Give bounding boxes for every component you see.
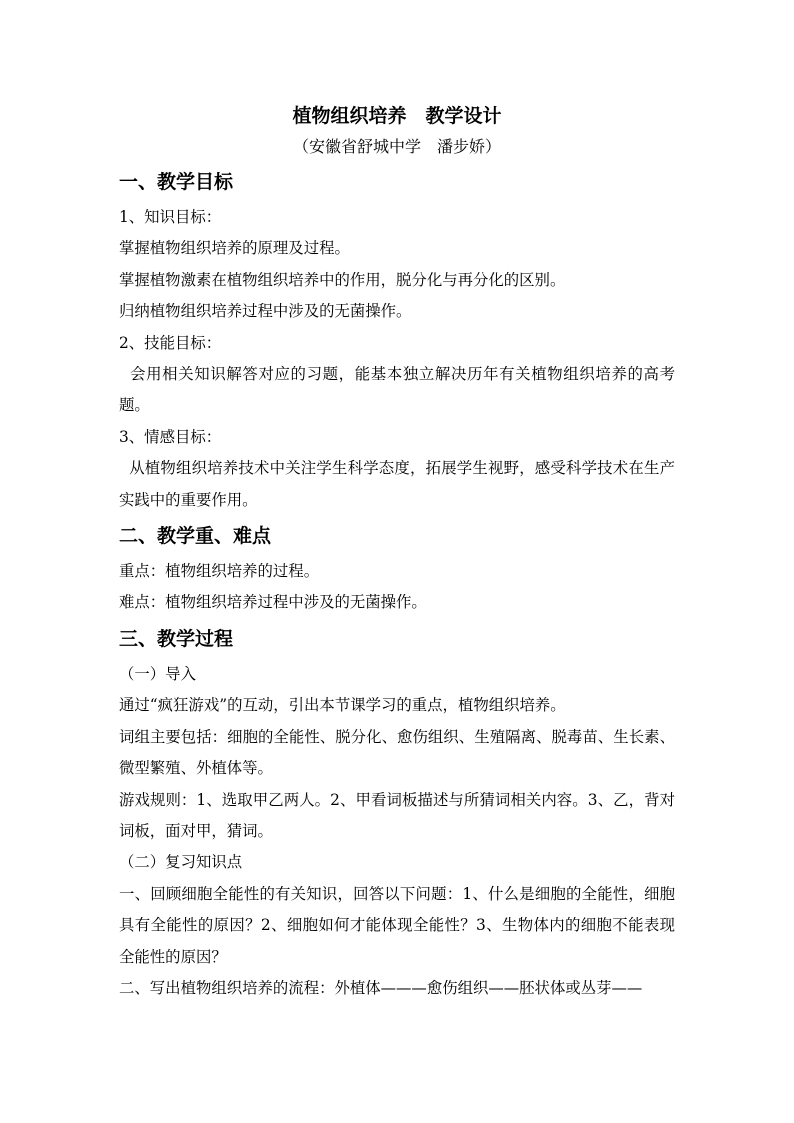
paragraph: 重点：植物组织培养的过程。 <box>119 562 320 581</box>
document-page <box>119 100 675 1004</box>
paragraph: 从植物组织培养技术中关注学生科学态度，拓展学生视野，感受科学技术在生产实践中的重要作用。 <box>119 459 675 509</box>
document-title: 植物组织培养 教学设计 <box>292 105 502 127</box>
paragraph: 掌握植物激素在植物组织培养中的作用，脱分化与再分化的区别。 <box>119 270 566 289</box>
section-heading-key-points: 二、教学重、难点 <box>119 525 272 548</box>
section-heading-objectives: 一、教学目标 <box>119 171 234 193</box>
document-author-line: （安徽省舒城中学 潘步娇） <box>292 137 501 156</box>
paragraph: 难点：植物组织培养过程中涉及的无菌操作。 <box>119 593 427 612</box>
paragraph: 二、写出植物组织培养的流程：外植体———愈伤组织——胚状体或丛芽—— <box>119 978 643 997</box>
paragraph-knowledge-goal-label: 1、知识目标： <box>119 208 222 226</box>
paragraph-subsection-review: （二）复习知识点 <box>119 853 243 872</box>
paragraph: 词组主要包括：细胞的全能性、脱分化、愈伤组织、生殖隔离、脱毒苗、生长素、微型繁殖、外植体等。 <box>119 727 675 778</box>
paragraph: 归纳植物组织培养过程中涉及的无菌操作。 <box>119 302 412 321</box>
paragraph: 通过“疯狂游戏”的互动，引出本节课学习的重点，植物组织培养。 <box>119 696 566 715</box>
paragraph-skill-goal-label: 2、技能目标： <box>119 333 222 352</box>
paragraph: 掌握植物组织培养的原理及过程。 <box>119 239 350 258</box>
paragraph-emotion-goal-label: 3、情感目标： <box>119 427 222 446</box>
paragraph: 一、回顾细胞全能性的有关知识，回答以下问题：1、什么是细胞的全能性，细胞具有全能性的原因？2、细胞如何才能体现全能性？3、生物体内的细胞不能表现全能性的原因？ <box>119 884 675 966</box>
paragraph-subsection-intro: （一）导入 <box>119 664 196 683</box>
section-heading-process: 三、教学过程 <box>119 627 234 650</box>
paragraph: 会用相关知识解答对应的习题，能基本独立解决历年有关植物组织培养的高考题。 <box>119 365 675 415</box>
paragraph: 游戏规则：1、选取甲乙两人。2、甲看词板描述与所猜词相关内容。3、乙，背对词板，面对甲，猜词。 <box>119 790 675 840</box>
